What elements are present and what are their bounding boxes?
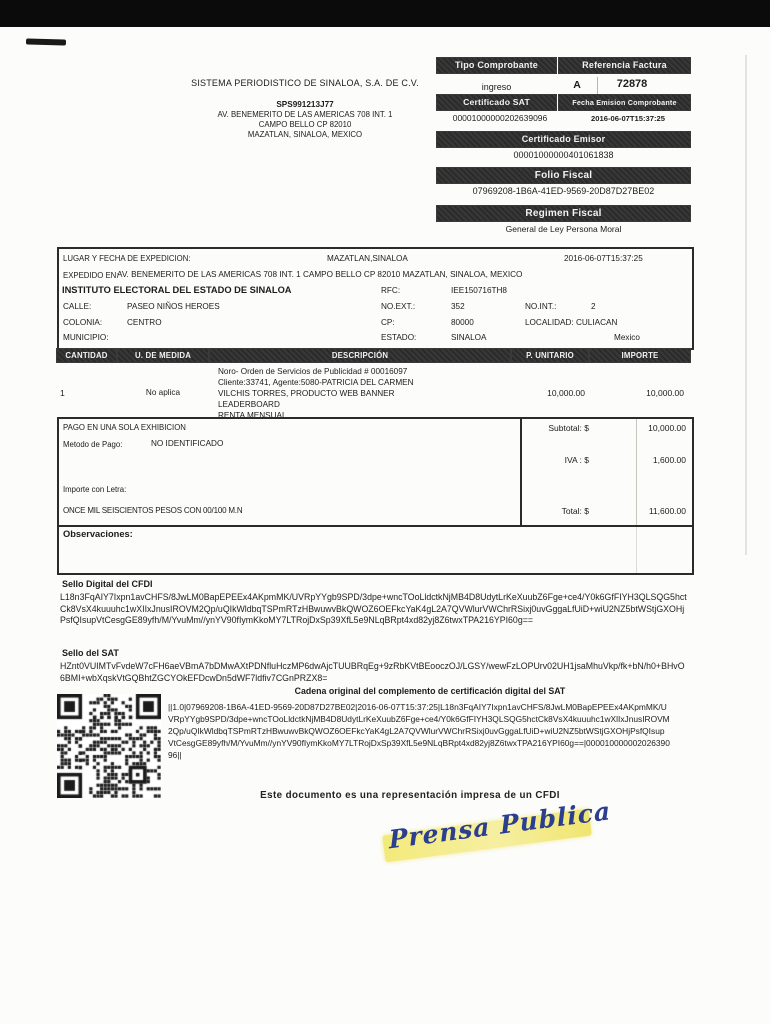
col-header-p-unitario: P. UNITARIO bbox=[512, 349, 588, 362]
receptor-info-table bbox=[57, 247, 694, 350]
folio-fiscal-bar: Folio Fiscal bbox=[437, 168, 690, 183]
cadena-title: Cadena original del complemento de certificación digital del SAT bbox=[294, 686, 566, 696]
col-header-cantidad: CANTIDAD bbox=[57, 349, 116, 362]
handwritten-note: Prensa Publica bbox=[387, 796, 612, 855]
fecha-emision-bar: Fecha Emision Comprobante bbox=[559, 95, 690, 110]
colonia-value: CENTRO bbox=[127, 318, 162, 327]
no-int-value: 2 bbox=[591, 302, 596, 311]
regimen-fiscal-bar: Regimen Fiscal bbox=[437, 206, 690, 221]
no-int-label: NO.INT.: bbox=[525, 302, 557, 311]
item-desc-line2: Cliente:33741, Agente:5080-PATRICIA DEL CARMEN bbox=[218, 378, 414, 387]
payment-totals-box bbox=[57, 417, 694, 527]
importe-letra-label: Importe con Letra: bbox=[63, 485, 127, 494]
subtotal-value: 10,000.00 bbox=[648, 423, 686, 433]
metodo-pago-value: NO IDENTIFICADO bbox=[151, 439, 224, 448]
item-desc-line3: VILCHIS TORRES, PRODUCTO WEB BANNER bbox=[218, 389, 395, 398]
estado-label: ESTADO: bbox=[381, 333, 417, 342]
regimen-fiscal-value: General de Ley Persona Moral bbox=[505, 224, 622, 234]
scan-artifact-dash bbox=[26, 38, 66, 45]
item-descripcion bbox=[218, 366, 414, 421]
scan-artifact-top-band bbox=[0, 0, 770, 27]
colonia-label: COLONIA: bbox=[63, 318, 103, 327]
iva-value: 1,600.00 bbox=[652, 455, 686, 465]
expedido-en-label: EXPEDIDO EN: bbox=[63, 271, 119, 280]
certificado-sat-bar: Certificado SAT bbox=[437, 95, 556, 110]
folio-fiscal-value: 07969208-1B6A-41ED-9569-20D87D27BE02 bbox=[472, 186, 655, 196]
rfc-value: IEE150716TH8 bbox=[451, 286, 507, 295]
sello-cfdi-text: L18n3FqAIY7Ixpn1avCHFS/8JwLM0BapEPEEx4AKpmMK/UVRpYYgb9SPD/3dpe+wncTOoLldctkNjMB4D8UdytLrKeXuubZ6Fge+ce4/Y0k6GfFIYH3QLSQG5hctCk8VsX4kuuuhc1wXIIxJnusIROVM2Qp/uQIkWldbqTSPmRTzHBwuwvBkQWOZ6OEFkcYaK4gL2A7QVWlurVWChrRSixj0uvGggaLfUiD+wiU2NZ5btWStjGXOHjPsfQIsupVtCesgGE89yfh/M/YvuMm//ynYV90fIymKkoMY7LTRojDxSp39XfL5e9NLqBRpt4xd82yj8Z6twxTPA216YPI60g== bbox=[60, 592, 687, 625]
emitter-address-line3: MAZATLAN, SINALOA, MEXICO bbox=[247, 130, 363, 139]
estado-value: SINALOA bbox=[451, 333, 487, 342]
item-unidad: No aplica bbox=[145, 388, 181, 397]
referencia-folio: 72878 bbox=[616, 78, 648, 90]
lugar-fecha-label: LUGAR Y FECHA DE EXPEDICION: bbox=[63, 254, 191, 263]
item-cantidad: 1 bbox=[60, 388, 65, 398]
scan-artifact-fold-line bbox=[745, 55, 747, 555]
certificado-emisor-bar: Certificado Emisor bbox=[437, 132, 690, 147]
municipio-label: MUNICIPIO: bbox=[63, 333, 109, 342]
cp-value: 80000 bbox=[451, 318, 474, 327]
calle-value: PASEO NIÑOS HEROES bbox=[127, 302, 220, 311]
item-p-unitario: 10,000.00 bbox=[547, 388, 585, 398]
fecha-emision-value: 2016-06-07T15:37:25 bbox=[591, 114, 665, 123]
observaciones-box bbox=[57, 525, 694, 575]
emitter-company-name: SISTEMA PERIODISTICO DE SINALOA, S.A. DE C.V. bbox=[191, 78, 419, 88]
qr-code bbox=[57, 694, 161, 798]
cliente-nombre: INSTITUTO ELECTORAL DEL ESTADO DE SINALOA bbox=[62, 285, 292, 295]
calle-label: CALLE: bbox=[63, 302, 92, 311]
lugar-fecha-value: MAZATLAN,SINALOA bbox=[327, 254, 408, 263]
metodo-pago-label: Metodo de Pago: bbox=[63, 440, 123, 449]
item-desc-line4: LEADERBOARD bbox=[218, 400, 280, 409]
pais-value: Mexico bbox=[614, 333, 640, 342]
total-label: Total: $ bbox=[561, 506, 589, 516]
observaciones-fold-line bbox=[636, 527, 637, 573]
lugar-fecha-datetime: 2016-06-07T15:37:25 bbox=[564, 254, 643, 263]
item-desc-line1: Noro- Orden de Servicios de Publicidad # 00016097 bbox=[218, 367, 408, 376]
emitter-rfc: SPS991213J77 bbox=[276, 100, 334, 109]
cp-label: CP: bbox=[381, 318, 395, 327]
certificado-emisor-value: 00001000000401061838 bbox=[513, 150, 614, 160]
subtotal-label: Subtotal: $ bbox=[548, 423, 589, 433]
observaciones-label: Observaciones: bbox=[63, 529, 133, 539]
expedido-en-value: AV. BENEMERITO DE LAS AMERICAS 708 INT. 1 CAMPO BELLO CP 82010 MAZATLAN, SINALOA, MEXICO bbox=[117, 270, 523, 279]
sello-sat-text: HZnt0VUIMTvFvdeW7cFH6aeVBmA7bDMwAXtPDNfluHczMP6dwAjcTUUBRqEg+9zRbKVtBEooczOJ/LGSY/wewFzLOPUrv02UH1jsaMhuVkp/fk+bN/h0+BHvO6BMI+wbXqskVtGQBhtZGCYOkEFDcwDn5dWF7ldfiv7CGnPRZX8= bbox=[60, 661, 685, 683]
sello-sat-title: Sello del SAT bbox=[62, 648, 119, 658]
total-value: 11,600.00 bbox=[648, 506, 686, 516]
emitter-address-line1: AV. BENEMERITO DE LAS AMERICAS 708 INT. 1 bbox=[217, 110, 393, 119]
no-ext-label: NO.EXT.: bbox=[381, 302, 416, 311]
importe-letra-value: ONCE MIL SEISCIENTOS PESOS CON 00/100 M.N bbox=[63, 506, 243, 515]
item-desc-line5: RENTA MENSUAL bbox=[218, 411, 287, 420]
tipo-comprobante-value: ingreso bbox=[481, 82, 512, 92]
emitter-address-line2: CAMPO BELLO CP 82010 bbox=[258, 120, 352, 129]
referencia-factura-bar: Referencia Factura bbox=[559, 58, 690, 73]
no-ext-value: 352 bbox=[451, 302, 465, 311]
sello-cfdi-title: Sello Digital del CFDI bbox=[62, 579, 153, 589]
col-header-descripcion: DESCRIPCIÓN bbox=[210, 349, 510, 362]
cadena-text: ||1.0|07969208-1B6A-41ED-9569-20D87D27BE02|2016-06-07T15:37:25|L18n3FqAIY7Ixpn1avCHFS/8JwLM0BapEPEEx4AKpmMK/UVRpYYgb9SPD/3dpe+wncTOoLldctkNjMB4D8UdytLrKeXuubZ6Fge+ce4/Y0k6GfFIYH3QLSQG5hctCk8VsX4kuuuhc1wXlIxJnusIROVM2Qp/uQIkWldbqTSPmRTzHBwuwvBkQWOZ6OEFkcYaK4gL2A7QVWlurVWChrRSixj0uvGggaLfUiD+wiU2NZ5btWStjGXOHjPsfQIsupVtCesgGE89yfh/M/YvuMm//ynYV90fIymKkoMY7LTRojDxSp39XfL5e9NLqBRpt4xd82yj8Z6twxTPA216YPI60g==|00001000000202639096|| bbox=[168, 702, 670, 760]
item-importe: 10,000.00 bbox=[646, 388, 684, 398]
iva-label: IVA : $ bbox=[564, 455, 589, 465]
col-header-importe: IMPORTE bbox=[590, 349, 690, 362]
col-header-unidad: U. DE MEDIDA bbox=[118, 349, 208, 362]
cfdi-notice: Este documento es una representación impresa de un CFDI bbox=[260, 790, 560, 801]
referencia-serie: A bbox=[573, 79, 581, 91]
referencia-divider bbox=[597, 77, 598, 94]
pago-text: PAGO EN UNA SOLA EXHIBICION bbox=[63, 423, 186, 432]
rfc-label: RFC: bbox=[381, 286, 401, 295]
localidad-label: LOCALIDAD: CULIACAN bbox=[525, 318, 618, 327]
tipo-comprobante-bar: Tipo Comprobante bbox=[437, 58, 556, 73]
certificado-sat-value: 00001000000202639096 bbox=[452, 113, 548, 123]
